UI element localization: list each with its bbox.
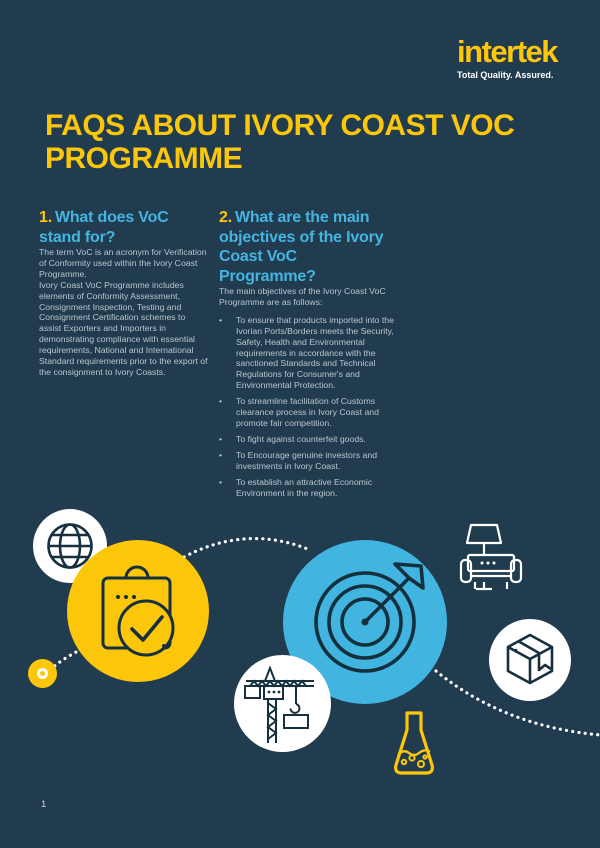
furniture-icon: [458, 518, 524, 598]
connector-dot-badge: [28, 659, 57, 688]
faq1-paragraph-2: Ivory Coast VoC Programme includes elements of Conformity Assessment, Consignment Inspection, Testing and Consignment Certification schemes to assist Exporters and Importers in demonstrating compliance with essential requirements, National and International Standard requirements prior to the export of the consignment to Ivory Coasts.: [39, 279, 208, 377]
bullet-icon: •: [219, 476, 223, 487]
faq1-question: [39, 208, 209, 247]
package-box-icon: [489, 619, 571, 701]
flask-wrap: [391, 710, 437, 778]
page-number: 1: [41, 799, 47, 810]
bullet-icon: •: [219, 396, 223, 407]
clipboard-check-icon: [67, 540, 209, 682]
bullet-text: To ensure that products imported into the Ivorian Ports/Borders meets the Security, Safety, Health and Environmental requirements in accordance with the sanctioned Standards and Technical Regulations for Consumer's and Environmental Protection.: [236, 314, 394, 391]
title-line-1: FAQS ABOUT IVORY COAST VOC: [45, 109, 515, 142]
title-line-2: PROGRAMME: [45, 142, 243, 175]
logo-tagline: Total Quality. Assured.: [457, 70, 554, 80]
list-item: [219, 396, 395, 429]
objectives-list: [219, 315, 395, 499]
faq1-question-text: What does VoC stand for?: [39, 209, 169, 246]
connector-dot-hole: [37, 668, 48, 679]
list-item: [219, 434, 395, 445]
furniture-wrap: [458, 518, 524, 598]
faq1-question-number: 1.: [39, 209, 52, 226]
list-item: [219, 450, 395, 472]
list-item: [219, 477, 395, 499]
bullet-text: To Encourage genuine investors and investments in Ivory Coast.: [236, 449, 378, 471]
faq2-question-text: What are the main objectives of the Ivory Coast VoC Programme?: [219, 209, 384, 285]
checklist-circle-badge: [67, 540, 209, 682]
bullet-text: To streamline facilitation of Customs clearance process in Ivory Coast and promote fair competition.: [236, 396, 379, 428]
bullet-text: To fight against counterfeit goods.: [236, 433, 366, 444]
faq2-question: [219, 208, 395, 286]
list-item: [219, 315, 395, 391]
brand-wordmark: intertek: [457, 34, 557, 69]
bullet-icon: •: [219, 433, 223, 444]
faq2-question-number: 2.: [219, 209, 232, 226]
crane-circle-badge: [234, 655, 331, 752]
bullet-icon: •: [219, 314, 223, 325]
bullet-icon: •: [219, 449, 223, 460]
faq1-paragraph-1: The term VoC is an acronym for Verification of Conformity used within the Ivory Coast Programme.: [39, 247, 207, 279]
package-circle-badge: [489, 619, 571, 701]
bullet-text: To establish an attractive Economic Environment in the region.: [236, 476, 373, 498]
flask-icon: [391, 710, 437, 778]
intertek-logo: [457, 34, 557, 80]
crane-icon: [234, 655, 331, 752]
page-title: [45, 109, 514, 175]
faq2-intro: The main objectives of the Ivory Coast VoC Programme are as follows:: [219, 286, 386, 307]
faq-section-1: [39, 208, 209, 378]
faq-section-2: [219, 208, 395, 503]
